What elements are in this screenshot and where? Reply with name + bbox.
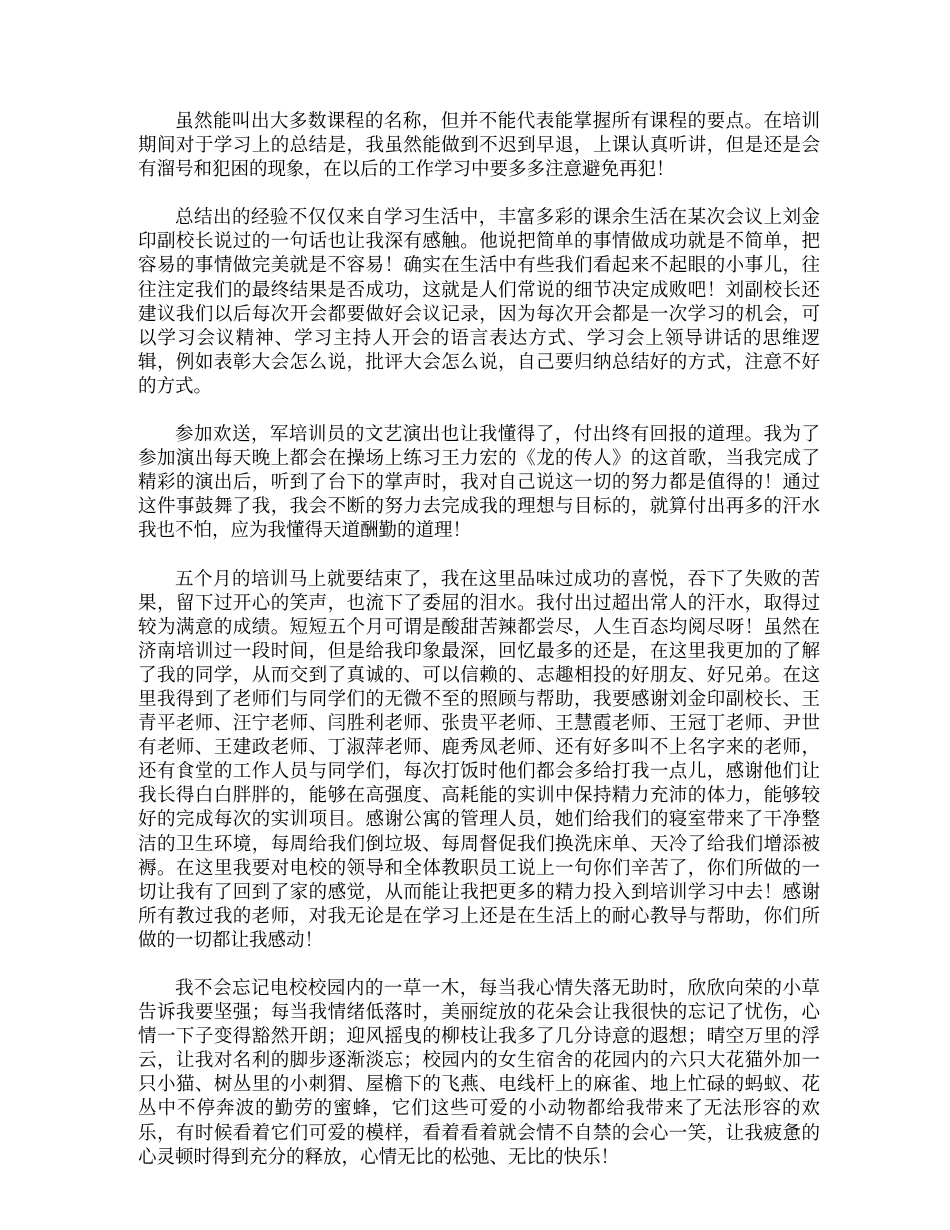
paragraph-experience: 总结出的经验不仅仅来自学习生活中，丰富多彩的课余生活在某次会议上刘金印副校长说过的一句话也让我深有感触。他说把简单的事情做成功就是不简单，把容易的事情做完美就是不容易！确实在生活中有些我们看起来不起眼的小事儿，往往注定我们的最终结果是否成功，这就是人们常说的细节决定成败吧！刘副校长还建议我们以后每次开会都要做好会议记录，因为每次开会都是一次学习的机会，可以学习会议精神、学习主持人开会的语言表达方式、学习会上领导讲话的思维逻辑，例如表彰大会怎么说，批评大会怎么说，自己要归纳总结好的方式，注意不好的方式。	[138, 207, 820, 397]
paragraph-course-summary: 虽然能叫出大多数课程的名称，但并不能代表能掌握所有课程的要点。在培训期间对于学习上的总结是，我虽然能做到不迟到早退，上课认真听讲，但是还是会有溜号和犯困的现象，在以后的工作学习中要多多注意避免再犯！	[138, 111, 820, 181]
paragraph-performance: 参加欢送，军培训员的文艺演出也让我懂得了，付出终有回报的道理。我为了参加演出每天晚上都会在操场上练习王力宏的《龙的传人》的这首歌，当我完成了精彩的演出后，听到了台下的掌声时，我对自己说这一切的努力都是值得的！通过这件事鼓舞了我，我会不断的努力去完成我的理想与目标的，就算付出再多的汗水我也不怕，应为我懂得天道酬勤的道理！	[138, 424, 820, 542]
paragraph-campus: 我不会忘记电校校园内的一草一木，每当我心情失落无助时，欣欣向荣的小草告诉我要坚强；每当我情绪低落时，美丽绽放的花朵会让我很快的忘记了忧伤，心情一下子变得豁然开朗；迎风摇曳的柳枝让我多了几分诗意的遐想；晴空万里的浮云，让我对名利的脚步逐渐淡忘；校园内的女生宿舍的花园内的六只大花猫外加一只小猫、树丛里的小刺猬、屋檐下的飞燕、电线杆上的麻雀、地上忙碌的蚂蚁、花丛中不停奔波的勤劳的蜜蜂，它们这些可爱的小动物都给我带来了无法形容的欢乐，有时候看着它们可爱的模样，看着看着就会情不自禁的会心一笑，让我疲惫的心灵顿时得到充分的释放，心情无比的松弛、无比的快乐！	[138, 978, 820, 1168]
paragraph-gratitude: 五个月的培训马上就要结束了，我在这里品味过成功的喜悦，吞下了失败的苦果，留下过开心的笑声，也流下了委屈的泪水。我付出过超出常人的汗水，取得过较为满意的成绩。短短五个月可谓是酸甜苦辣都尝尽，人生百态均阅尽呀！虽然在济南培训过一段时间，但是给我印象最深，回忆最多的还是，在这里我更加的了解了我的同学，从而交到了真诚的、可以信赖的、志趣相投的好朋友、好兄弟。在这里我得到了老师们与同学们的无微不至的照顾与帮助，我要感谢刘金印副校长、王青平老师、汪宁老师、闫胜利老师、张贵平老师、王慧霞老师、王冠丁老师、尹世有老师、王建政老师、丁淑萍老师、鹿秀凤老师、还有好多叫不上名字来的老师，还有食堂的工作人员与同学们，每次打饭时他们都会多给打我一点儿，感谢他们让我长得白白胖胖的，能够在高强度、高耗能的实训中保持精力充沛的体力，能够较好的完成每次的实训项目。感谢公寓的管理人员，她们给我们的寝室带来了干净整洁的卫生环境，每周给我们倒垃圾、每周督促我们换洗床单、天冷了给我们增添被褥。在这里我要对电校的领导和全体教职员工说上一句你们辛苦了，你们所做的一切让我有了回到了家的感觉，从而能让我把更多的精力投入到培训学习中去！感谢所有教过我的老师，对我无论是在学习上还是在生活上的耐心教导与帮助，你们所做的一切都让我感动！	[138, 568, 820, 951]
document-body	[138, 110, 820, 1194]
